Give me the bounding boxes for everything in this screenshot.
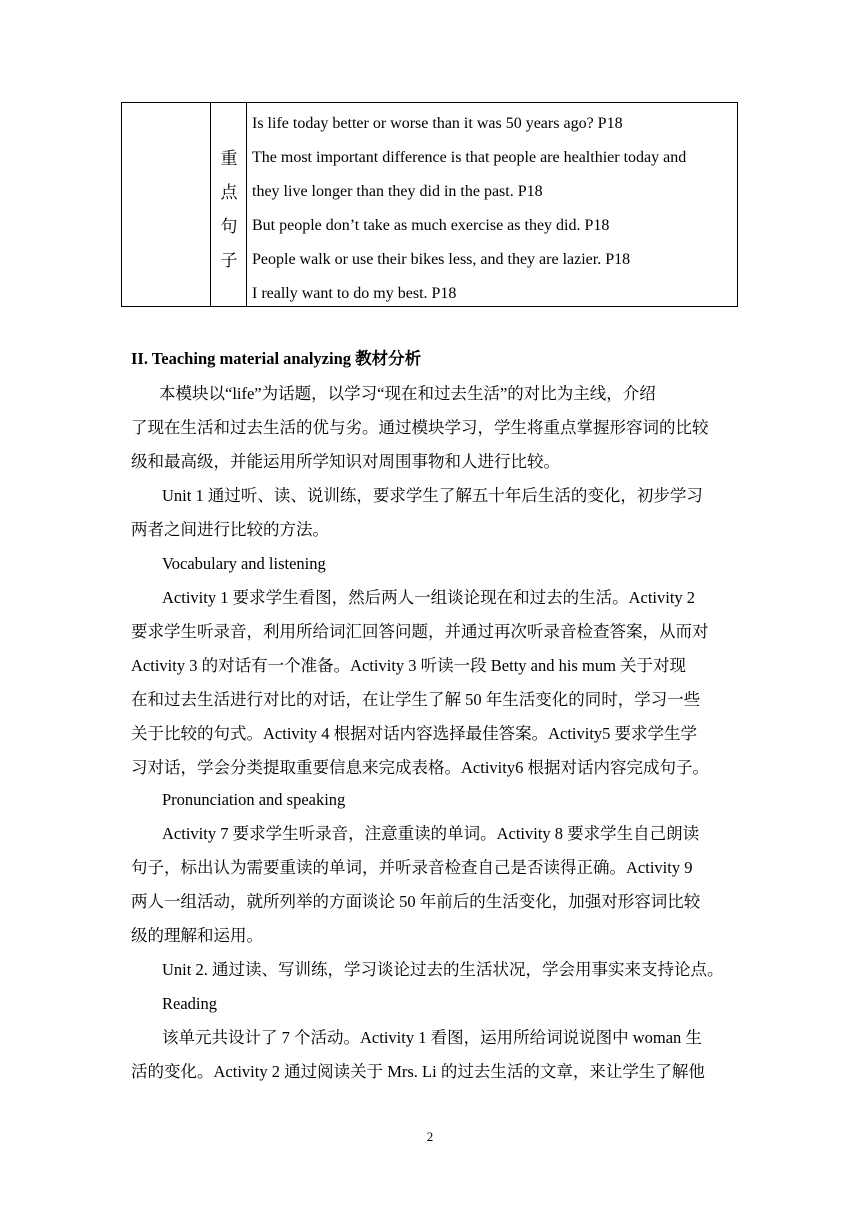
table-empty-cell — [122, 103, 211, 306]
paragraph-line: 关于比较的句式。Activity 4 根据对话内容选择最佳答案。Activity5 要求学生学 — [131, 724, 698, 743]
reading-heading: Reading — [162, 994, 217, 1013]
table-sentences-cell — [247, 107, 737, 311]
paragraph-line: 习对话，学会分类提取重要信息来完成表格。Activity6 根据对话内容完成句子。 — [131, 758, 709, 777]
vocab-heading: Vocabulary and listening — [162, 554, 326, 573]
unit1-paragraph — [131, 479, 735, 547]
paragraph-line: Activity 7 要求学生听录音，注意重读的单词。Activity 8 要求学生自己朗读 — [162, 824, 700, 843]
paragraph-line: Activity 1 要求学生看图，然后两人一组谈论现在和过去的生活。Activity 2 — [162, 588, 696, 607]
paragraph-line: 两者之间进行比较的方法。 — [131, 520, 329, 539]
vocab-paragraph — [131, 581, 735, 785]
paragraph-line: 级和最高级，并能运用所学知识对周围事物和人进行比较。 — [131, 452, 560, 471]
section-heading: II. Teaching material analyzing 教材分析 — [131, 349, 422, 368]
label-char: 重 — [220, 149, 238, 168]
sentence-line: I really want to do my best. P18 — [252, 285, 457, 302]
paragraph-line: 活的变化。Activity 2 通过阅读关于 Mrs. Li 的过去生活的文章，来让学生了解他 — [131, 1062, 705, 1081]
paragraph-line: 该单元共设计了 7 个活动。Activity 1 看图，运用所给词说说图中 woman 生 — [162, 1028, 702, 1047]
paragraph-line: 两人一组活动，就所列举的方面谈论 50 年前后的生活变化，加强对形容词比较 — [131, 892, 701, 911]
page-number: 2 — [426, 1129, 434, 1144]
label-char: 子 — [220, 251, 238, 270]
reading-paragraph — [131, 1021, 735, 1089]
paragraph-line: 级的理解和运用。 — [131, 926, 263, 945]
pronunciation-heading: Pronunciation and speaking — [162, 790, 346, 809]
label-char: 句 — [220, 217, 238, 236]
paragraph-line: 在和过去生活进行对比的对话，在让学生了解 50 年生活变化的同时，学习一些 — [131, 690, 701, 709]
sentence-line: Is life today better or worse than it was 50 years ago? P18 — [252, 115, 623, 132]
table-label-cell — [211, 103, 247, 306]
paragraph-line: Activity 3 的对话有一个准备。Activity 3 听读一段 Betty and his mum 关于对现 — [131, 656, 687, 675]
key-sentences-table — [121, 102, 738, 307]
key-sentences-label — [211, 142, 247, 278]
sentence-line: People walk or use their bikes less, and they are lazier. P18 — [252, 251, 631, 268]
paragraph-line: 了现在生活和过去生活的优与劣。通过模块学习，学生将重点掌握形容词的比较 — [131, 418, 709, 437]
unit2-paragraph: Unit 2. 通过读、写训练，学习谈论过去的生活状况，学会用事实来支持论点。 — [162, 960, 724, 979]
sentence-line: The most important difference is that people are healthier today and — [252, 149, 687, 166]
label-char: 点 — [220, 183, 238, 202]
paragraph-line: 句子，标出认为需要重读的单词，并听录音检查自己是否读得正确。Activity 9 — [131, 858, 693, 877]
sentence-line: But people don’t take as much exercise as they did. P18 — [252, 217, 610, 234]
paragraph-line: Unit 1 通过听、读、说训练，要求学生了解五十年后生活的变化，初步学习 — [162, 486, 703, 505]
intro-paragraph — [131, 377, 735, 479]
sentence-line: they live longer than they did in the past. P18 — [252, 183, 543, 200]
paragraph-line: 本模块以“life”为话题，以学习“现在和过去生活”的对比为主线，介绍 — [159, 384, 656, 403]
pronunciation-paragraph — [131, 817, 735, 953]
paragraph-line: 要求学生听录音，利用所给词汇回答问题，并通过再次听录音检查答案，从而对 — [131, 622, 709, 641]
